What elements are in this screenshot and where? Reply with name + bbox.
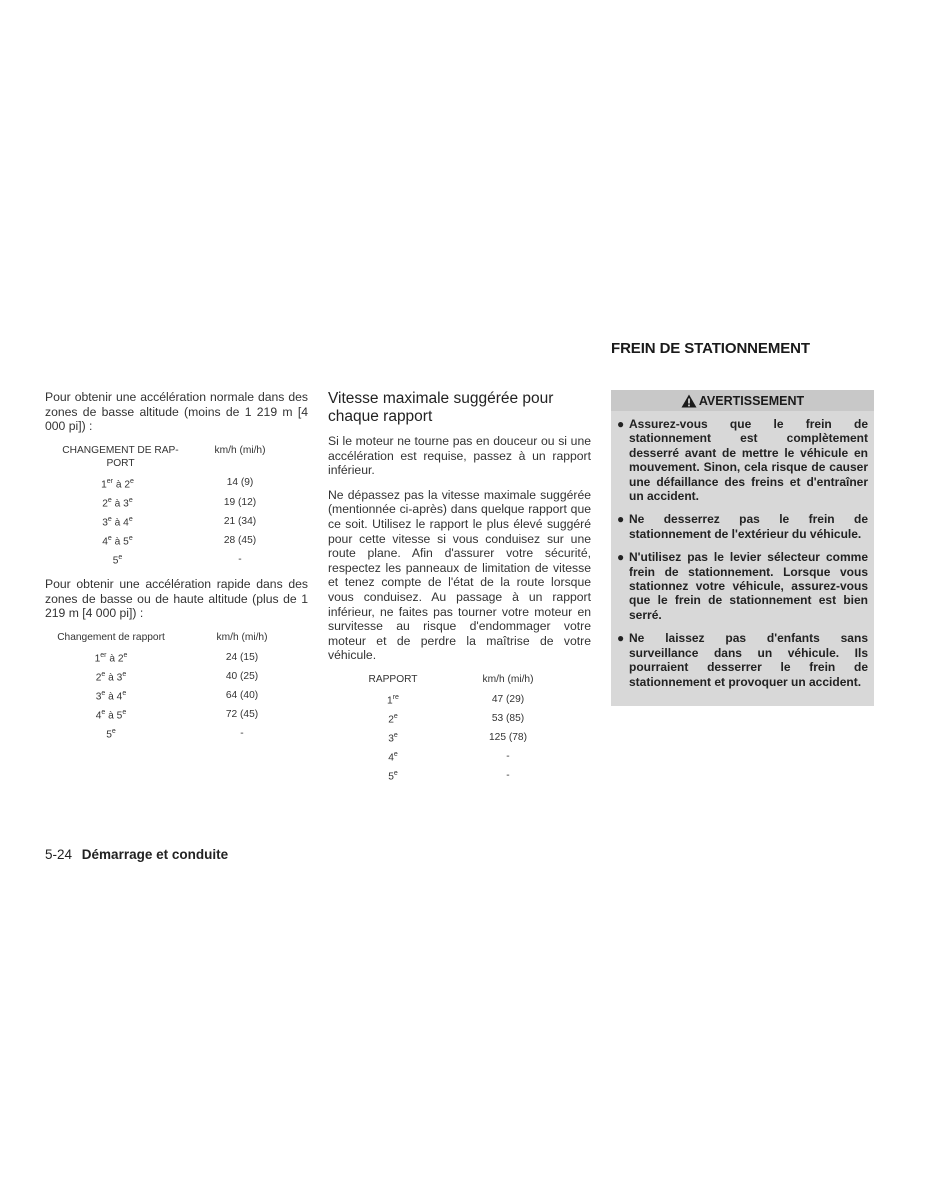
gear-cell: 1re: [387, 693, 399, 707]
rapid-acceleration-table: [45, 631, 307, 743]
gear-cell: 2e à 3e: [95, 671, 127, 684]
table-header-row: [343, 673, 573, 690]
warning-box: [611, 390, 874, 706]
table-row: [45, 686, 307, 705]
speed-cell: 64 (40): [225, 689, 259, 701]
gear-cell: 2e: [388, 713, 398, 726]
table-header-row: [45, 444, 290, 474]
chapter-title: Démarrage et conduite: [81, 847, 229, 862]
speed-cell: 24 (15): [225, 651, 259, 663]
speed-cell: -: [240, 728, 244, 740]
list-item: [615, 417, 868, 503]
page-footer: [45, 847, 228, 862]
table-row: [343, 728, 573, 747]
column-header: km/h (mi/h): [214, 444, 266, 456]
max-speed-heading: Vitesse maximale suggérée pour chaque rapport: [328, 390, 554, 425]
speed-cell: -: [506, 769, 510, 781]
list-item: [615, 550, 868, 622]
table-header-row: [45, 631, 307, 648]
left-column: [45, 390, 308, 752]
list-item: [615, 631, 868, 689]
downshift-paragraph: Si le moteur ne tourne pas en douceur ou si une accélération est requise, passez à un rapport inférieur.: [328, 434, 591, 478]
gear-cell: 1er à 2e: [101, 477, 134, 491]
column-header: CHANGEMENT DE RAP-PORT: [62, 444, 179, 469]
section-title: FREIN DE STATIONNEMENT: [611, 340, 810, 357]
list-item: [615, 512, 868, 541]
warning-triangle-icon: [681, 394, 697, 408]
max-speed-paragraph: Ne dépassez pas la vitesse maximale suggérée (mentionnée ci-après) dans quelque rapport que ce soit. Utilisez le rapport le plus élevé suggéré pour cette vitesse si vous conduisez sur une route plane. Afin d'assurer votre sécurité, respectez les panneaux de limitation de vitesse et tenez compte de l'état de la route lorsque vous conduisez. Au passage à un rapport inférieur, ne faites pas tourner votre moteur en survitesse au risque d'endommager votre moteur et de perdre la maîtrise de votre véhicule.: [328, 487, 591, 663]
table-row: [45, 667, 307, 686]
gear-cell: 5e: [106, 728, 116, 741]
speed-cell: 53 (85): [491, 712, 525, 724]
gear-cell: 3e à 4e: [95, 690, 127, 703]
normal-acceleration-intro: Pour obtenir une accélération normale dans des zones de basse altitude (moins de 1 219 m [4 000 pi]) :: [45, 390, 308, 434]
table-row: [45, 550, 290, 569]
table-row: [343, 690, 573, 709]
warning-header: [611, 390, 874, 411]
speed-cell: 125 (78): [489, 731, 527, 743]
column-header: km/h (mi/h): [216, 632, 268, 644]
max-speed-table: [343, 673, 573, 785]
table-row: [45, 474, 290, 493]
gear-cell: 4e: [388, 751, 398, 764]
warning-text: Assurez-vous que le frein de stationnement est complètement desserré avant de mettre le véhicule en mouvement. Sinon, cela risque de causer une défaillance des freins et d'entraîner un accident.: [629, 417, 868, 504]
column-header: RAPPORT: [368, 673, 418, 685]
rapid-acceleration-intro: Pour obtenir une accélération rapide dans des zones de basse ou de haute altitude (plus de 1 219 m [4 000 pi]) :: [45, 577, 308, 621]
gear-cell: 2e à 3e: [102, 496, 133, 510]
speed-cell: 40 (25): [225, 670, 259, 682]
warning-list: [611, 417, 874, 689]
gear-cell: 5e: [112, 554, 123, 567]
normal-acceleration-table: [45, 444, 290, 569]
bullet-icon: ●: [617, 550, 625, 565]
table-row: [343, 747, 573, 766]
right-column: [611, 340, 874, 706]
table-row: [45, 705, 307, 724]
warning-text: Ne laissez pas d'enfants sans surveillance dans un véhicule. Ils pourraient desserrer le frein de stationnement et provoquer un accident.: [629, 631, 868, 689]
table-row: [45, 493, 290, 512]
warning-label: AVERTISSEMENT: [698, 393, 805, 408]
column-header: Changement de rapport: [57, 632, 165, 644]
speed-cell: 21 (34): [223, 515, 257, 527]
gear-cell: 3e à 4e: [102, 515, 133, 529]
speed-cell: 19 (12): [223, 496, 257, 508]
gear-cell: 3e: [388, 732, 398, 745]
warning-text: N'utilisez pas le levier sélecteur comme frein de stationnement. Lorsque vous stationnez votre véhicule, assurez-vous que le frein de stationnement est bien serré.: [629, 550, 868, 622]
table-row: [343, 709, 573, 728]
speed-cell: -: [238, 553, 242, 565]
bullet-icon: ●: [617, 417, 625, 431]
column-header: km/h (mi/h): [482, 673, 534, 685]
table-row: [45, 724, 307, 743]
gear-cell: 1er à 2e: [94, 652, 128, 665]
speed-cell: 14 (9): [226, 477, 254, 489]
middle-column: [328, 390, 591, 793]
warning-text: Ne desserrez pas le frein de stationnement de l'extérieur du véhicule.: [629, 512, 868, 541]
speed-cell: 28 (45): [223, 534, 257, 546]
table-row: [343, 766, 573, 785]
speed-cell: 72 (45): [225, 709, 259, 720]
bullet-icon: ●: [617, 512, 625, 527]
table-row: [45, 531, 290, 550]
bullet-icon: ●: [617, 631, 625, 646]
speed-cell: -: [506, 750, 510, 762]
gear-cell: 4e à 5e: [102, 535, 133, 548]
table-row: [45, 512, 290, 531]
gear-cell: 5e: [388, 770, 398, 783]
speed-cell: 47 (29): [491, 693, 525, 705]
gear-cell: 4e à 5e: [95, 709, 127, 722]
page-number: 5-24: [45, 847, 73, 862]
table-row: [45, 648, 307, 667]
